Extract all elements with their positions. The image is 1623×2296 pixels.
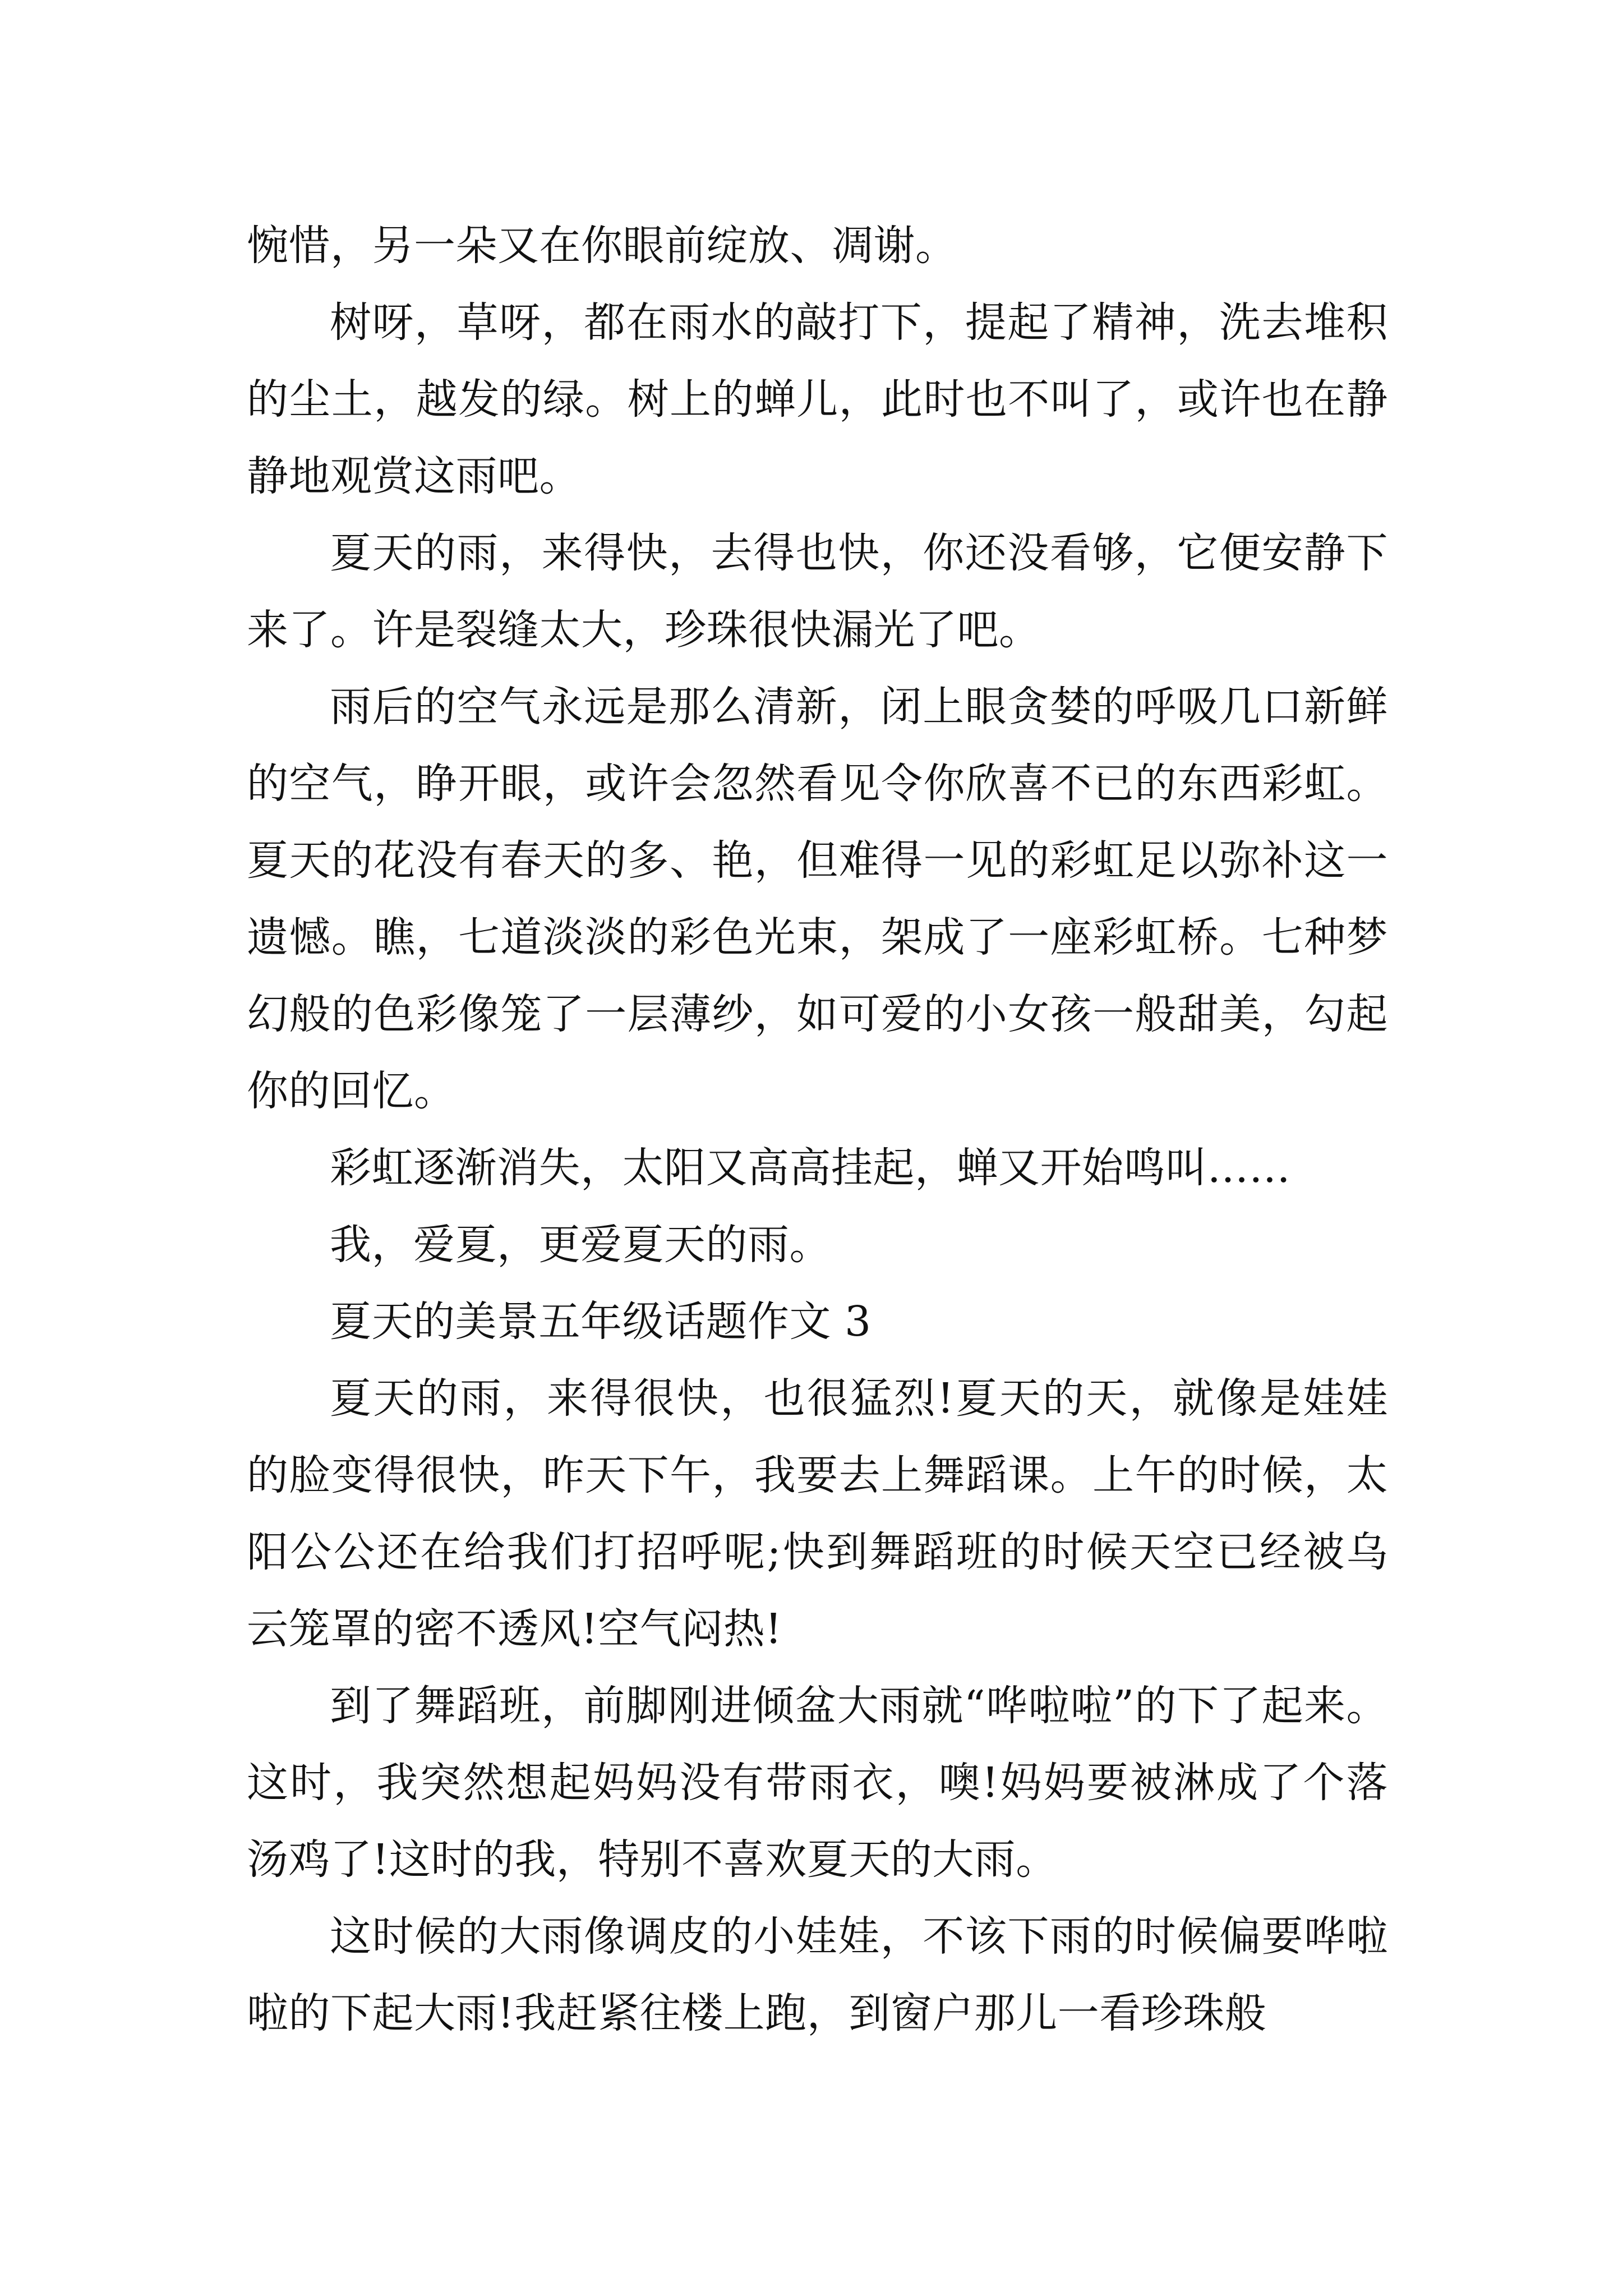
paragraph-dance-class: 到了舞蹈班，前脚刚进倾盆大雨就“哗啦啦”的下了起来。这时，我突然想起妈妈没有带雨衣，噢!妈妈要被淋成了个落汤鸡了!这时的我，特别不喜欢夏天的大雨。 (247, 1682, 1388, 1884)
paragraph-love-summer-rain: 我，爱夏，更爱夏天的雨。 (330, 1221, 831, 1269)
paragraph-summer-rain-fierce: 夏天的雨，来得很快，也很猛烈!夏天的天，就像是娃娃的脸变得很快，昨天下午，我要去上舞蹈课。上午的时候，太阳公公还在给我们打招呼呢;快到舞蹈班的时候天空已经被乌云笼罩的密不透风!空气闷热! (247, 1374, 1388, 1653)
paragraph-continuation: 惋惜，另一朵又在你眼前绽放、凋谢。 (247, 222, 957, 270)
paragraph-after-rain-rainbow: 雨后的空气永远是那么清新，闭上眼贪婪的呼吸几口新鲜的空气，睁开眼，或许会忽然看见令你欣喜不已的东西彩虹。夏天的花没有春天的多、艳，但难得一见的彩虹足以弥补这一遗憾。瞧，七道淡淡的彩色光束，架成了一座彩虹桥。七种梦幻般的色彩像笼了一层薄纱，如可爱的小女孩一般甜美，勾起你的回忆。 (247, 683, 1388, 1115)
paragraph-naughty-rain: 这时候的大雨像调皮的小娃娃，不该下雨的时候偏要哗啦啦的下起大雨!我赶紧往楼上跑，到窗户那儿一看珍珠般 (247, 1912, 1388, 2037)
paragraph-rainbow-fades: 彩虹逐渐消失，太阳又高高挂起，蝉又开始鸣叫…… (330, 1144, 1291, 1192)
paragraph-trees-grass: 树呀，草呀，都在雨水的敲打下，提起了精神，洗去堆积的尘土，越发的绿。树上的蝉儿，此时也不叫了，或许也在静静地观赏这雨吧。 (247, 298, 1388, 500)
essay-title-3: 夏天的美景五年级话题作文 3 (330, 1297, 872, 1346)
paragraph-summer-rain-fast: 夏天的雨，来得快，去得也快，你还没看够，它便安静下来了。许是裂缝太大，珍珠很快漏光了吧。 (247, 529, 1388, 654)
document-body (247, 208, 1388, 2052)
